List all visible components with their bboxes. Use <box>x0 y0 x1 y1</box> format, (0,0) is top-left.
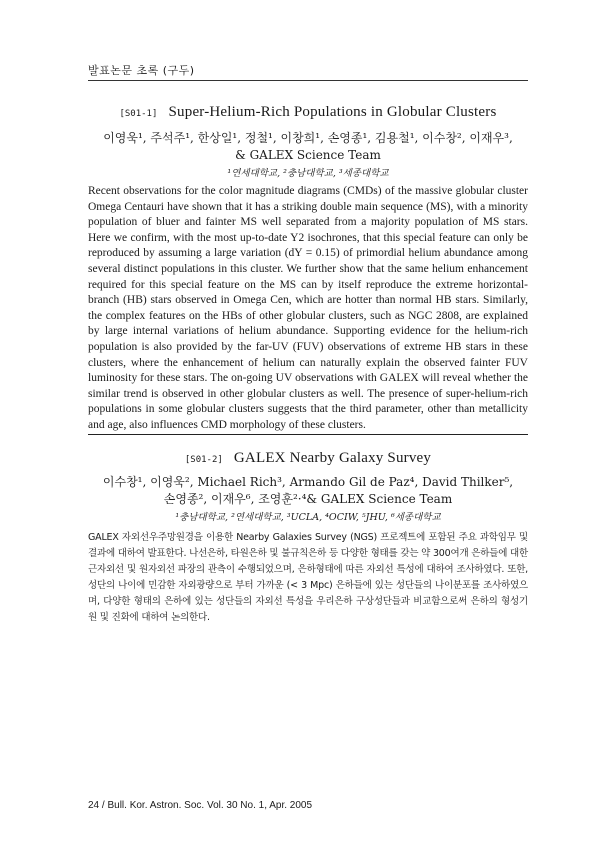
abstract-2-code: [S01-2] <box>184 455 223 465</box>
abstract-2-affiliations: ¹충남대학교, ²연세대학교, ³UCLA, ⁴OCIW, ⁵JHU, ⁶세종대학교 <box>175 512 441 523</box>
abstract-2-body: GALEX 자외선우주망원경을 이용한 Nearby Galaxies Survey (NGS) 프로젝트에 포함된 주요 과학임무 및 결과에 대하여 발표한다. 나선은하, 타원은하 및 불규칙은하 등 다양한 형태를 갖는 약 300여개 은하들에 대한 근자외선 및 원자외선 파장의 관측이 수행되었으며, 은하형태에 따른 자외선 특성에 대하여 조사하였다. 또한, 성단의 나이에 민감한 자외광량으로 부터 가까운 (< 3 Mpc) 은하들에 있는 성단들의 나이분포를 조사하였으며, 다양한 형태의 은하에 있는 성단들의 자외선 특성을 우리은하 구상성단들과 비교함으로써 은하의 형성기원 및 진화에 대하여 논의한다. <box>88 532 528 623</box>
abstract-1-code: [S01-1] <box>119 109 158 119</box>
abstract-2-authors-line1: 이수창¹, 이영욱², Michael Rich³, Armando Gil de Paz⁴, David Thilker⁵, <box>102 475 514 489</box>
page-footer-citation: 24 / Bull. Kor. Astron. Soc. Vol. 30 No. 1, Apr. 2005 <box>88 800 313 811</box>
abstract-2-authors-line2: 손영종², 이재우⁶, 조영훈²·⁴& GALEX Science Team <box>163 492 453 506</box>
abstract-1-body: Recent observations for the color magnitude diagrams (CMDs) of the massive globular cluster Omega Centauri have shown that it has a striking double main sequence (MS), with a minority population of bluer and fainter MS well separated from a majority population of MS stars. Here we confirm, with the most up-to-date Y2 isochrones, that this special feature can only be reproduced by assuming a large variation (dY = 0.15) of primordial helium abundance among several distinct populations in this cluster. We further show that the same helium enhancement required for this special feature on the MS can by itself reproduce the extreme horizontal-branch (HB) stars observed in Omega Cen, which are hotter than normal HB stars. Similarly, the complex features on the HBs of other globular clusters, such as NGC 2808, are explained by large internal variations of helium abundance. Supporting evidence for the helium-rich population is also provided by the far-UV (FUV) observations of extreme HB stars in these clusters, where the enhancement of helium can naturally explain the observed fainter FUV luminosity for these stars. The on-going UV observations with GALEX will reveal whether the similar trend is observed in other globular clusters as well. The presence of super-helium-rich populations in some globular clusters suggests that the third parameter, other than metallicity and age, also influences CMD morphology of these clusters. <box>88 185 528 431</box>
abstract-1-authors-line1: 이영욱¹, 주석주¹, 한상일¹, 정철¹, 이창희¹, 손영종¹, 김용철¹, 이수창², 이재우³, <box>103 131 513 145</box>
abstract-1-affiliations: ¹연세대학교, ²충남대학교, ³세종대학교 <box>227 168 389 179</box>
abstract-1-heading <box>88 101 528 121</box>
abstract-2-authors <box>88 474 528 508</box>
abstract-1-authors <box>88 130 528 164</box>
section-header: 발표논문 초록 (구두) <box>88 64 195 77</box>
header-rule <box>88 80 528 81</box>
abstract-2-title: GALEX Nearby Galaxy Survey <box>233 450 432 466</box>
abstract-1-authors-line2: & GALEX Science Team <box>235 148 381 162</box>
abstract-separator <box>88 434 528 435</box>
abstract-2-heading <box>88 447 528 467</box>
abstract-1-title: Super-Helium-Rich Populations in Globular Clusters <box>168 104 497 120</box>
